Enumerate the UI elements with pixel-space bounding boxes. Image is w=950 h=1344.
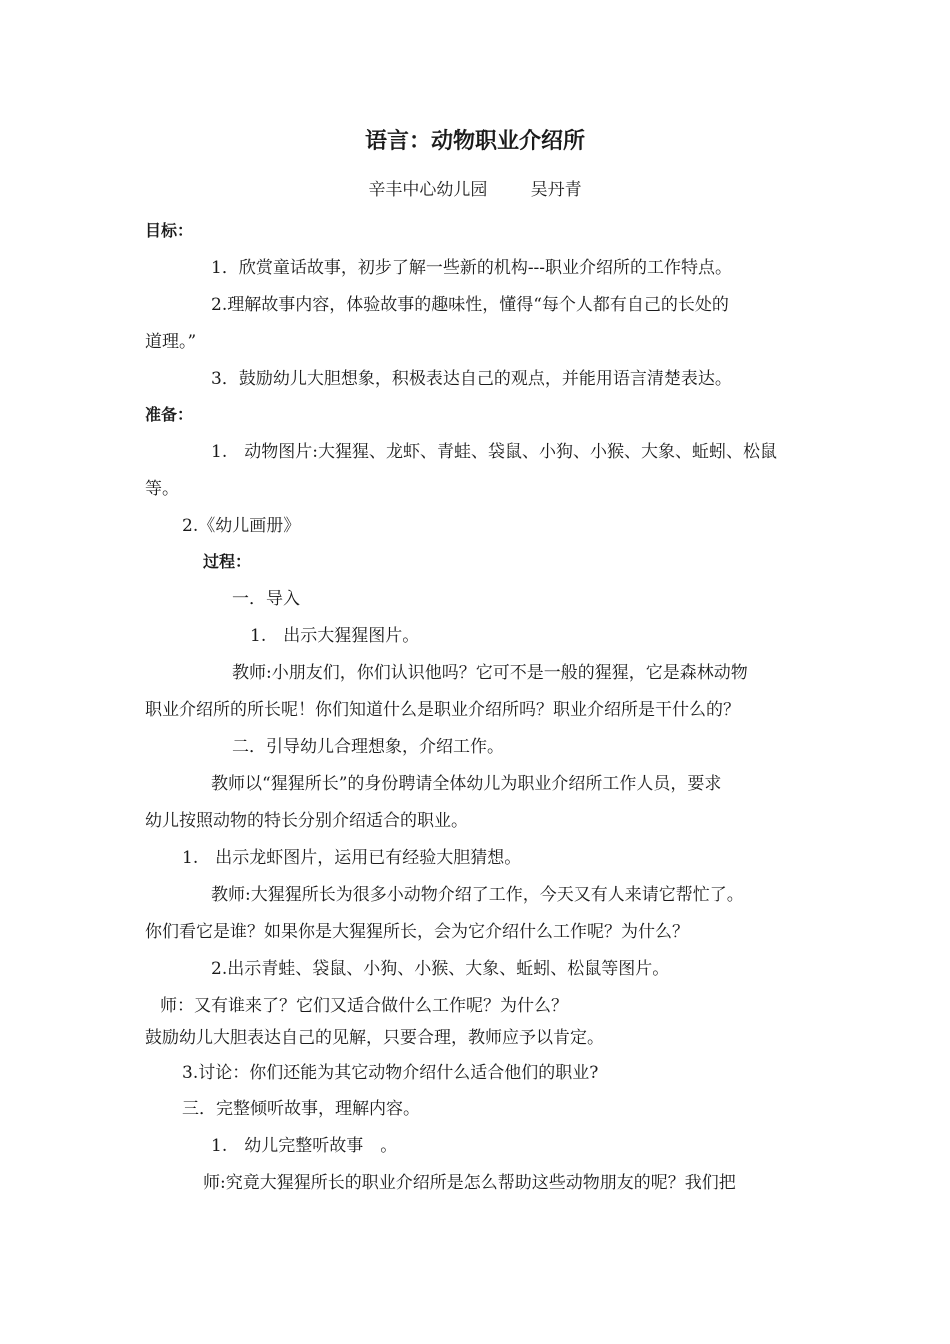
step-2-title: 二．引导幼儿合理想象，介绍工作。 (232, 737, 504, 757)
step-2-intro-cont: 幼儿按照动物的特长分别介绍适合的职业。 (145, 811, 468, 831)
process-heading: 过程： (203, 552, 252, 571)
step-2-item-3: 3.讨论：你们还能为其它动物介绍什么适合他们的职业? (182, 1063, 599, 1083)
step-2-intro: 教师以“猩猩所长”的身份聘请全体幼儿为职业介绍所工作人员，要求 (211, 774, 722, 794)
goal-item-3: 3．鼓励幼儿大胆想象，积极表达自己的观点，并能用语言清楚表达。 (211, 369, 732, 389)
step-3-title: 三．完整倾听故事，理解内容。 (182, 1099, 420, 1119)
page-title: 语言：动物职业介绍所 (364, 129, 585, 154)
step-2-item-1: 1. 出示龙虾图片，运用已有经验大胆猜想。 (182, 848, 522, 868)
prep-item-1-cont: 等。 (145, 479, 179, 499)
step-2-item-2-note: 鼓励幼儿大胆表达自己的见解，只要合理，教师应予以肯定。 (145, 1028, 604, 1048)
goal-item-2-cont: 道理。” (145, 332, 197, 352)
goal-item-2: 2.理解故事内容，体验故事的趣味性，懂得“每个人都有自己的长处的 (211, 295, 729, 315)
page-subtitle: 辛丰中心幼儿园 吴丹青 (368, 180, 582, 200)
step-2-item-2: 2.出示青蛙、袋鼠、小狗、小猴、大象、蚯蚓、松鼠等图片。 (211, 959, 670, 979)
step-1-teacher-cont: 职业介绍所的所长呢！你们知道什么是职业介绍所吗？职业介绍所是干什么的？ (145, 700, 740, 720)
step-2-item-2-question: 师：又有谁来了？它们又适合做什么工作呢？为什么？ (160, 996, 568, 1016)
goal-item-1: 1．欣赏童话故事，初步了解一些新的机构---职业介绍所的工作特点。 (211, 258, 733, 278)
step-2-teacher: 教师:大猩猩所长为很多小动物介绍了工作，今天又有人来请它帮忙了。 (211, 885, 744, 905)
step-1-teacher: 教师:小朋友们，你们认识他吗？它可不是一般的猩猩，它是森林动物 (232, 663, 748, 683)
prep-item-1: 1. 动物图片:大猩猩、龙虾、青蛙、袋鼠、小狗、小猴、大象、蚯蚓、松鼠 (211, 442, 777, 462)
step-1-title: 一．导入 (232, 589, 300, 609)
step-1-item-1: 1. 出示大猩猩图片。 (250, 626, 420, 646)
step-2-teacher-cont: 你们看它是谁？如果你是大猩猩所长，会为它介绍什么工作呢？为什么？ (145, 922, 689, 942)
prep-item-2: 2.《幼儿画册》 (182, 516, 301, 536)
goals-heading: 目标： (145, 221, 194, 240)
step-3-item-1: 1. 幼儿完整听故事 。 (211, 1136, 398, 1156)
step-3-teacher: 师:究竟大猩猩所长的职业介绍所是怎么帮助这些动物朋友的呢？我们把 (203, 1173, 736, 1193)
prep-heading: 准备： (145, 405, 194, 424)
